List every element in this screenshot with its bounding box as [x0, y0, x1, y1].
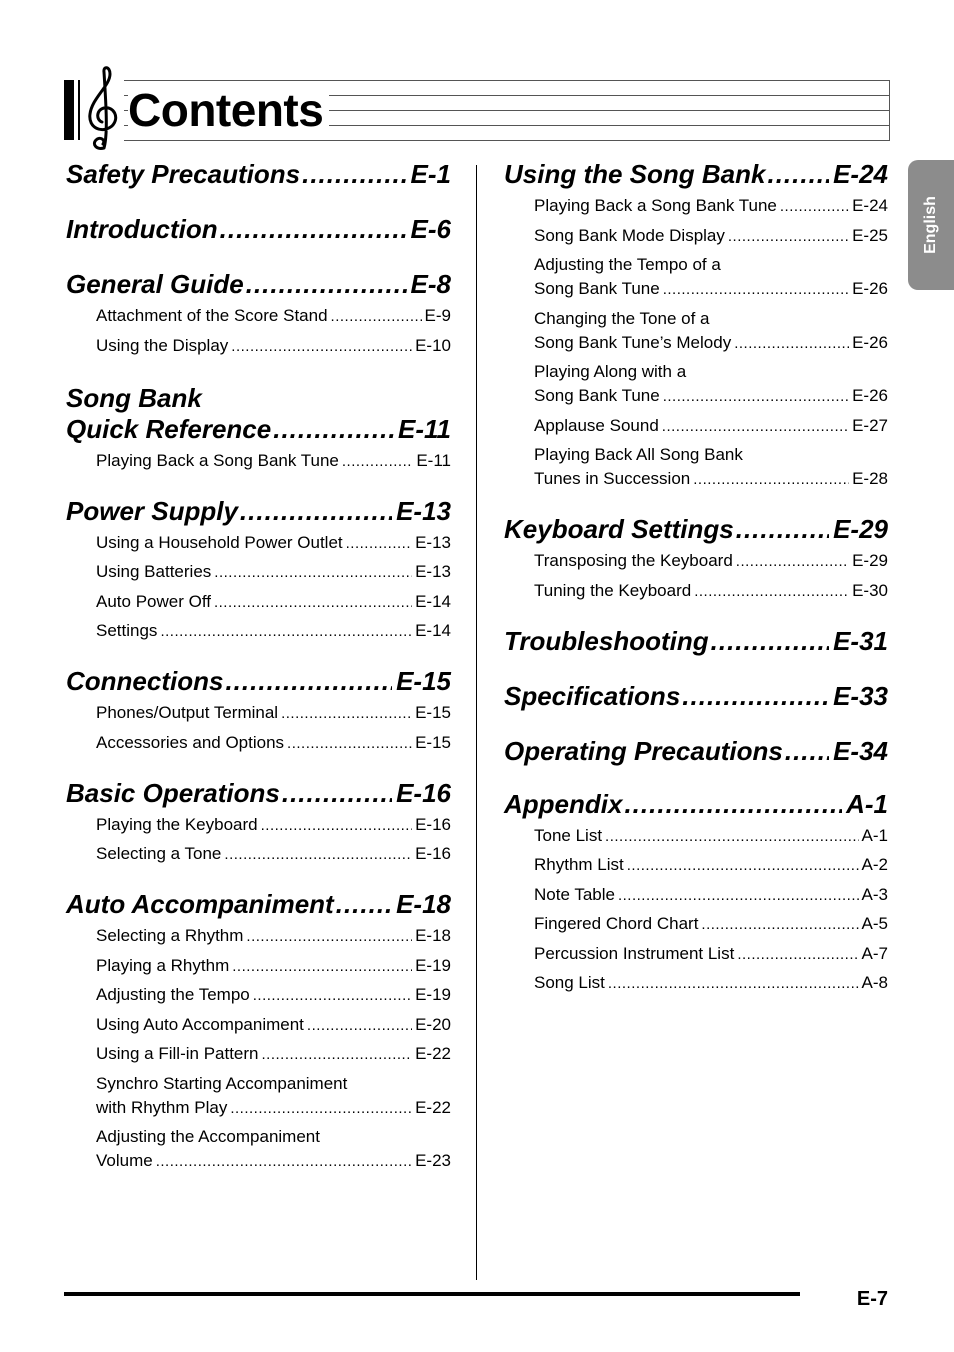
section-title-link[interactable]	[504, 514, 888, 545]
section-page: E-8	[410, 269, 451, 299]
entry-title: Using the Display	[96, 335, 229, 355]
entry-row	[96, 334, 451, 359]
language-tab-label: English	[922, 196, 939, 254]
dot-leader	[662, 415, 849, 439]
toc-section	[504, 681, 888, 712]
section-title-link[interactable]	[504, 681, 888, 712]
dot-leader	[342, 450, 413, 474]
page-number: E-7	[856, 1288, 888, 1310]
toc-entry[interactable]	[66, 842, 451, 867]
entry-row	[96, 813, 451, 838]
entry-row	[534, 549, 888, 574]
entry-row	[534, 414, 888, 439]
entry-page: E-23	[415, 1151, 451, 1170]
entry-page: E-24	[852, 196, 888, 215]
toc-entry[interactable]	[504, 360, 888, 409]
entry-title: Using Auto Accompaniment	[96, 1014, 304, 1034]
entry-title: Auto Power Off	[96, 591, 211, 611]
language-tab	[908, 160, 954, 290]
page-title: Contents	[128, 84, 329, 136]
section-title: Auto Accompaniment	[66, 889, 334, 919]
toc-section	[66, 214, 451, 245]
dot-leader	[663, 385, 849, 409]
entry-title: Transposing the Keyboard	[534, 551, 733, 570]
section-title-link[interactable]	[66, 269, 451, 300]
toc-entry[interactable]	[66, 813, 451, 838]
entry-title: Phones/Output Terminal	[96, 703, 279, 722]
entry-row	[534, 467, 888, 492]
entry-title: Tunes in Succession	[534, 469, 691, 488]
entry-page: A-8	[861, 973, 888, 992]
toc-entry[interactable]	[66, 449, 451, 474]
toc-section	[504, 514, 888, 604]
entry-page: E-18	[415, 926, 451, 945]
entry-title-line1: Playing Back All Song Bank	[534, 445, 743, 464]
entry-page: E-25	[852, 225, 888, 245]
entry-title-line1: Playing Along with a	[534, 362, 687, 381]
entry-row	[96, 304, 451, 329]
section-page: E-18	[396, 889, 451, 919]
entry-page: E-9	[424, 306, 451, 325]
entry-title: Attachment of the Score Stand	[96, 306, 328, 325]
section-page: E-24	[833, 159, 888, 189]
entry-row	[96, 701, 451, 726]
dot-leader	[780, 195, 849, 219]
section-page: E-33	[833, 680, 888, 711]
entry-page: E-22	[415, 1044, 451, 1063]
toc-section	[66, 159, 451, 190]
toc-section	[66, 269, 451, 359]
entry-title-line1: Adjusting the Accompaniment	[96, 1127, 320, 1146]
entry-page: E-16	[415, 844, 451, 863]
toc-entry[interactable]	[504, 443, 888, 492]
toc-entry[interactable]	[66, 619, 451, 644]
entry-title: Using a Fill-in Pattern	[96, 1044, 259, 1063]
dot-leader	[682, 681, 829, 712]
dot-leader	[214, 561, 412, 585]
entry-row	[534, 277, 888, 302]
toc-right-column	[504, 150, 888, 996]
dot-leader	[253, 984, 412, 1008]
entry-page: E-14	[415, 591, 451, 611]
dot-leader	[281, 702, 412, 726]
entry-page: E-26	[852, 386, 888, 405]
toc-left-column	[66, 150, 451, 1174]
section-page: E-29	[833, 514, 888, 544]
entry-row	[534, 331, 888, 356]
section-title: Connections	[66, 666, 224, 696]
section-title: Specifications	[504, 680, 681, 711]
dot-leader	[240, 496, 392, 527]
dot-leader	[627, 854, 859, 878]
section-title-line1[interactable]	[66, 383, 451, 414]
section-title-link[interactable]	[504, 626, 888, 657]
entry-page: E-13	[415, 562, 451, 581]
dot-leader	[618, 884, 859, 908]
dot-leader	[214, 591, 412, 615]
entry-title: Selecting a Rhythm	[96, 926, 244, 945]
section-title: Appendix	[504, 788, 623, 819]
toc-section	[66, 383, 451, 474]
entry-title: Playing Back a Song Bank Tune	[534, 196, 777, 215]
entry-row	[96, 560, 451, 585]
entry-page: E-14	[415, 621, 451, 640]
dot-leader	[737, 943, 858, 967]
page-header	[64, 78, 890, 142]
entry-title: Tone List	[534, 825, 603, 845]
toc-entry[interactable]	[66, 983, 451, 1008]
entry-row	[534, 942, 888, 967]
section-page: A-1	[846, 788, 888, 819]
toc-entry[interactable]	[66, 1042, 451, 1067]
entry-row	[534, 912, 888, 937]
section-title-link[interactable]	[504, 159, 888, 190]
section-title: Keyboard Settings	[504, 514, 734, 544]
entry-page: E-27	[852, 415, 888, 435]
section-page: E-34	[833, 735, 888, 766]
dot-leader	[261, 814, 412, 838]
entry-row	[96, 731, 451, 756]
toc-entry[interactable]	[504, 549, 888, 574]
toc-entry[interactable]	[504, 194, 888, 219]
entry-title: Percussion Instrument List	[534, 943, 735, 963]
entry-row	[534, 883, 888, 908]
entry-page: A-1	[861, 825, 888, 845]
toc-entry[interactable]	[504, 942, 888, 967]
entry-row	[534, 194, 888, 219]
toc-entry[interactable]	[504, 883, 888, 908]
toc-section	[504, 159, 888, 492]
toc-section	[66, 496, 451, 645]
entry-row	[96, 1042, 451, 1067]
toc-entry[interactable]	[66, 954, 451, 979]
entry-title: Playing Back a Song Bank Tune	[96, 450, 339, 470]
entry-title-line1: Synchro Starting Accompaniment	[96, 1073, 348, 1093]
toc-entry[interactable]	[66, 304, 451, 329]
entry-row	[534, 579, 888, 604]
dot-leader	[273, 414, 394, 445]
entry-page: E-10	[415, 335, 451, 355]
toc-entry[interactable]	[504, 224, 888, 249]
dot-leader	[624, 789, 842, 820]
toc-entry[interactable]	[504, 414, 888, 439]
section-title: Using the Song Bank	[504, 159, 766, 189]
toc-entry[interactable]	[66, 334, 451, 359]
entry-page: E-26	[852, 332, 888, 352]
dot-leader	[302, 159, 406, 190]
entry-page: E-30	[852, 580, 888, 600]
toc-section	[504, 626, 888, 657]
entry-title: Selecting a Tone	[96, 844, 222, 863]
section-page: E-16	[396, 777, 451, 808]
dot-leader	[711, 626, 829, 657]
entry-row	[96, 1013, 451, 1038]
entry-row	[96, 1149, 451, 1174]
entry-title: Song Bank Mode Display	[534, 225, 725, 245]
toc-section	[504, 736, 888, 767]
dot-leader	[220, 214, 407, 245]
dot-leader	[701, 913, 858, 937]
dot-leader	[693, 468, 849, 492]
toc-entry[interactable]	[504, 307, 888, 356]
dot-leader	[663, 278, 849, 302]
entry-title: Note Table	[534, 884, 615, 904]
dot-leader	[287, 732, 412, 756]
entry-title-line1: Adjusting the Tempo of a	[534, 255, 721, 274]
dot-leader	[734, 332, 849, 356]
section-title: General Guide	[66, 269, 244, 299]
dot-leader	[231, 335, 412, 359]
dot-leader	[160, 620, 412, 644]
entry-title: Using Batteries	[96, 562, 212, 581]
entry-row	[96, 1096, 451, 1121]
section-title-link[interactable]	[66, 414, 451, 445]
dot-leader	[694, 580, 849, 604]
section-title: Basic Operations	[66, 777, 280, 808]
dot-leader	[246, 925, 412, 949]
section-title-link[interactable]	[66, 889, 451, 920]
dot-leader	[225, 666, 392, 697]
staff-line	[124, 140, 890, 141]
dot-leader	[605, 825, 858, 849]
toc-section	[66, 778, 451, 868]
section-title: Introduction	[66, 214, 218, 244]
toc-entry[interactable]	[66, 531, 451, 556]
entry-title: Adjusting the Tempo	[96, 985, 250, 1004]
section-page: E-31	[833, 625, 888, 656]
dot-leader	[282, 778, 392, 809]
toc-entry[interactable]	[504, 579, 888, 604]
entry-title: Song Bank Tune’s Melody	[534, 332, 732, 352]
dot-leader	[767, 159, 829, 190]
entry-title: Settings	[96, 621, 158, 640]
dot-leader	[307, 1014, 412, 1038]
entry-page: E-29	[852, 551, 888, 570]
toc-entry[interactable]	[66, 560, 451, 585]
dot-leader	[608, 972, 859, 996]
entry-title: Rhythm List	[534, 855, 624, 874]
entry-page: A-5	[861, 914, 888, 933]
section-title-link[interactable]	[504, 736, 888, 767]
toc-entry[interactable]	[504, 912, 888, 937]
section-page: E-15	[396, 666, 451, 696]
entry-page: E-11	[416, 450, 451, 470]
toc-section	[66, 666, 451, 756]
section-title: Power Supply	[66, 495, 238, 526]
entry-row	[96, 924, 451, 949]
dot-leader	[728, 225, 849, 249]
staff-double-bar	[64, 80, 74, 140]
entry-title: Accessories and Options	[96, 732, 285, 752]
section-title: Operating Precautions	[504, 735, 783, 766]
section-title-pre: Song Bank	[66, 382, 202, 413]
section-page: E-13	[396, 495, 451, 526]
dot-leader	[736, 550, 849, 574]
section-page: E-11	[398, 413, 451, 444]
entry-title: Song Bank Tune	[534, 279, 660, 298]
toc-section	[66, 889, 451, 1174]
section-title: Troubleshooting	[504, 625, 709, 656]
dot-leader	[230, 1097, 412, 1121]
section-title-link[interactable]	[66, 214, 451, 245]
toc-entry[interactable]	[504, 853, 888, 878]
toc-section	[504, 789, 888, 997]
staff-end-bar	[889, 80, 890, 140]
section-title-link[interactable]	[504, 789, 888, 820]
entry-page: A-3	[861, 884, 888, 904]
section-title-link[interactable]	[66, 159, 451, 190]
toc-entry[interactable]	[66, 701, 451, 726]
entry-page: A-2	[861, 855, 888, 874]
toc-entry[interactable]	[504, 824, 888, 849]
dot-leader	[331, 305, 422, 329]
entry-title: Playing a Rhythm	[96, 955, 230, 975]
entry-title: Applause Sound	[534, 415, 659, 435]
entry-row	[96, 619, 451, 644]
toc-entry[interactable]	[66, 1013, 451, 1038]
section-page: E-6	[410, 214, 451, 244]
entry-page: E-19	[415, 985, 451, 1004]
dot-leader	[246, 269, 407, 300]
entry-row	[534, 971, 888, 996]
dot-leader	[736, 514, 829, 545]
section-title-link[interactable]	[66, 778, 451, 809]
section-title: Safety Precautions	[66, 159, 301, 189]
entry-title: Playing the Keyboard	[96, 814, 258, 834]
entry-page: A-7	[861, 943, 888, 963]
entry-page: E-13	[415, 532, 451, 552]
dot-leader	[336, 889, 392, 920]
staff-double-bar-thin	[78, 80, 80, 140]
entry-row	[96, 531, 451, 556]
section-title: Quick Reference	[66, 413, 272, 444]
dot-leader	[346, 532, 412, 556]
entry-page: E-26	[852, 279, 888, 298]
entry-title: Volume	[96, 1151, 153, 1170]
entry-title: Using a Household Power Outlet	[96, 532, 343, 552]
entry-page: E-20	[415, 1014, 451, 1034]
entry-row	[96, 983, 451, 1008]
dot-leader	[224, 843, 412, 867]
dot-leader	[232, 955, 412, 979]
column-divider	[476, 165, 477, 1280]
entry-page: E-28	[852, 469, 888, 488]
toc-entry[interactable]	[504, 971, 888, 996]
entry-row	[534, 824, 888, 849]
entry-title: with Rhythm Play	[96, 1097, 228, 1117]
treble-clef-icon	[82, 64, 122, 156]
staff-line	[124, 80, 890, 81]
entry-row	[96, 954, 451, 979]
toc-entry[interactable]	[66, 1072, 451, 1121]
entry-row	[534, 224, 888, 249]
entry-row	[96, 842, 451, 867]
entry-row	[96, 590, 451, 615]
toc-entry[interactable]	[66, 1125, 451, 1174]
entry-page: E-16	[415, 814, 451, 834]
footer-rule	[64, 1292, 800, 1296]
entry-page: E-22	[415, 1097, 451, 1117]
entry-page: E-19	[415, 955, 451, 975]
entry-title: Tuning the Keyboard	[534, 580, 692, 600]
toc-entry[interactable]	[66, 590, 451, 615]
entry-title: Song Bank Tune	[534, 386, 660, 405]
dot-leader	[785, 736, 829, 767]
section-title-link[interactable]	[66, 666, 451, 697]
entry-row	[534, 853, 888, 878]
dot-leader	[262, 1043, 413, 1067]
toc-entry[interactable]	[66, 731, 451, 756]
entry-title-line1: Changing the Tone of a	[534, 308, 710, 328]
entry-row	[534, 384, 888, 409]
dot-leader	[156, 1150, 412, 1174]
toc-entry[interactable]	[66, 924, 451, 949]
entry-title: Fingered Chord Chart	[534, 914, 699, 933]
toc-entry[interactable]	[504, 253, 888, 302]
entry-title: Song List	[534, 973, 605, 992]
entry-row	[96, 449, 451, 474]
section-title-link[interactable]	[66, 496, 451, 527]
entry-page: E-15	[415, 732, 451, 752]
section-page: E-1	[410, 159, 451, 189]
entry-page: E-15	[415, 703, 451, 722]
